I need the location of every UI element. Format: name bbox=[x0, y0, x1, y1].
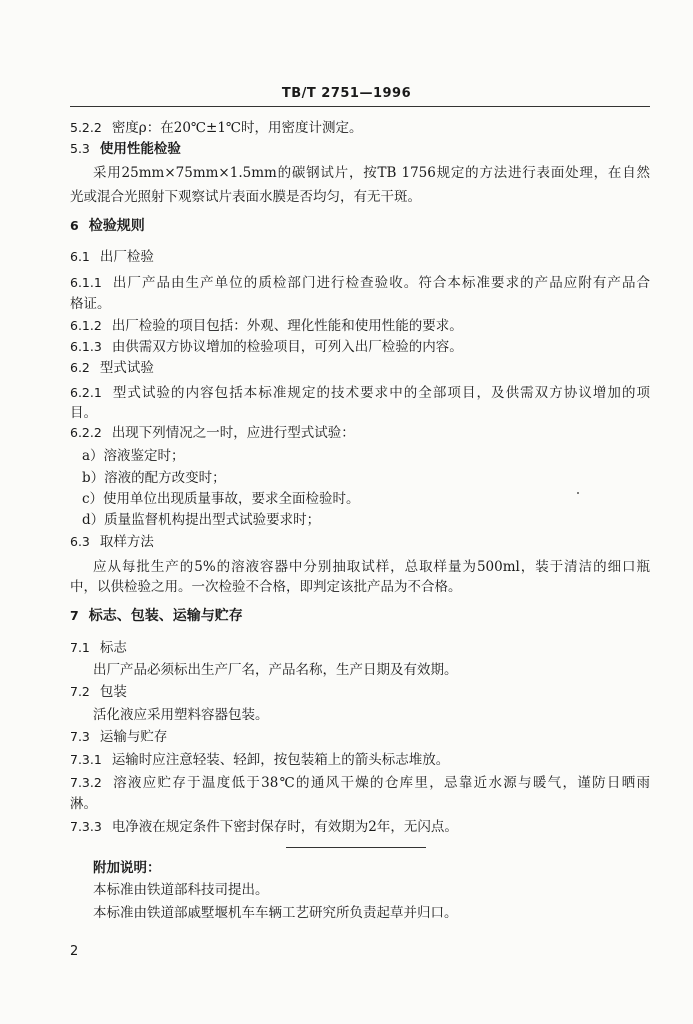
paragraph-5-3-line1: 采用25mm×75mm×1.5mm的碳钢试片，按TB 1756规定的方法进行表面处理，在自然 bbox=[93, 165, 650, 181]
clause-text: 溶液应贮存于温度低于38℃的通风干燥的仓库里，忌靠近水源与暖气，谨防日晒雨 bbox=[111, 775, 650, 791]
clause-title: 标志 bbox=[99, 640, 127, 656]
clause-6-1-1-line2: 格证。 bbox=[70, 296, 111, 312]
clause-title: 包装 bbox=[99, 684, 127, 700]
paragraph-7-2: 活化液应采用塑料容器包装。 bbox=[93, 707, 269, 723]
clause-7-3-2-line2: 淋。 bbox=[70, 796, 97, 812]
list-item-d: d）质量监督机构提出型式试验要求时； bbox=[82, 512, 321, 528]
clause-number: 6.3 bbox=[70, 534, 90, 549]
clause-number: 7.3.3 bbox=[70, 819, 102, 834]
clause-6-2 bbox=[70, 358, 154, 378]
clause-number: 6.1.1 bbox=[70, 275, 102, 290]
clause-title: 出厂检验 bbox=[99, 249, 154, 265]
section-7-heading bbox=[70, 606, 243, 626]
clause-number: 5.2.2 bbox=[70, 120, 102, 135]
clause-5-3 bbox=[70, 139, 181, 159]
note-title: 附加说明： bbox=[93, 860, 161, 876]
list-item-c: c）使用单位出现质量事故，要求全面检验时。 bbox=[82, 491, 360, 507]
note-line-2: 本标准由铁道部戚墅堰机车车辆工艺研究所负责起草并归口。 bbox=[93, 905, 458, 921]
clause-number: 7.3.2 bbox=[70, 775, 102, 790]
clause-7-3-1 bbox=[70, 750, 449, 770]
scan-speck bbox=[577, 492, 579, 494]
header-rule bbox=[70, 106, 650, 107]
paragraph-7-1: 出厂产品必须标出生产厂名，产品名称，生产日期及有效期。 bbox=[93, 662, 458, 678]
clause-7-2 bbox=[70, 682, 127, 702]
clause-number: 7.2 bbox=[70, 684, 90, 699]
clause-6-1-1-line1 bbox=[70, 273, 650, 293]
clause-number: 6.1.2 bbox=[70, 318, 102, 333]
clause-number: 5.3 bbox=[70, 141, 90, 156]
clause-6-2-1-line2: 目。 bbox=[70, 405, 97, 421]
note-line-1: 本标准由铁道部科技司提出。 bbox=[93, 882, 269, 898]
paragraph-6-3-line1: 应从每批生产的5%的溶液容器中分别抽取试样，总取样量为500ml，装于清洁的细口瓶 bbox=[93, 559, 650, 575]
clause-text: 出厂产品由生产单位的质检部门进行检查验收。符合本标准要求的产品应附有产品合 bbox=[111, 275, 650, 291]
clause-number: 6.2.1 bbox=[70, 385, 102, 400]
clause-text: 电净液在规定条件下密封保存时，有效期为2年，无闪点。 bbox=[111, 819, 458, 835]
page-number: 2 bbox=[70, 944, 79, 959]
section-title: 检验规则 bbox=[88, 218, 145, 234]
section-6-heading bbox=[70, 216, 145, 236]
clause-7-3-2-line1 bbox=[70, 773, 650, 793]
list-item-a: a）溶液鉴定时； bbox=[82, 448, 185, 464]
paragraph-6-3-line2: 中，以供检验之用。一次检验不合格，即判定该批产品为不合格。 bbox=[70, 579, 462, 595]
clause-6-3 bbox=[70, 532, 154, 552]
clause-7-3-3 bbox=[70, 817, 458, 837]
clause-7-1 bbox=[70, 638, 127, 658]
clause-number: 6.1 bbox=[70, 249, 90, 264]
clause-number: 7.1 bbox=[70, 640, 90, 655]
clause-6-1 bbox=[70, 247, 154, 267]
clause-text: 型式试验的内容包括本标准规定的技术要求中的全部项目，及供需双方协议增加的项 bbox=[111, 385, 650, 401]
clause-title: 型式试验 bbox=[99, 360, 154, 376]
clause-number: 6.2 bbox=[70, 360, 90, 375]
clause-6-1-3 bbox=[70, 337, 463, 357]
section-number: 7 bbox=[70, 608, 79, 623]
paragraph-5-3-line2: 光或混合光照射下观察试片表面水膜是否均匀，有无干斑。 bbox=[70, 189, 421, 205]
clause-6-1-2 bbox=[70, 316, 463, 336]
section-number: 6 bbox=[70, 218, 79, 233]
clause-number: 7.3.1 bbox=[70, 752, 102, 767]
clause-title: 使用性能检验 bbox=[99, 141, 181, 157]
clause-6-2-2 bbox=[70, 423, 355, 443]
clause-text: 出厂检验的项目包括：外观、理化性能和使用性能的要求。 bbox=[111, 318, 463, 334]
clause-title: 运输与贮存 bbox=[99, 729, 168, 745]
clause-6-2-1-line1 bbox=[70, 383, 650, 403]
clause-text: 由供需双方协议增加的检验项目，可列入出厂检验的内容。 bbox=[111, 339, 463, 355]
end-divider bbox=[286, 847, 426, 848]
clause-number: 6.1.3 bbox=[70, 339, 102, 354]
clause-title: 取样方法 bbox=[99, 534, 154, 550]
standard-code-header: TB/T 2751—1996 bbox=[281, 86, 412, 101]
list-item-b: b）溶液的配方改变时； bbox=[82, 470, 226, 486]
section-title: 标志、包装、运输与贮存 bbox=[88, 608, 243, 624]
clause-text: 密度ρ：在20℃±1℃时，用密度计测定。 bbox=[111, 120, 363, 136]
clause-text: 运输时应注意轻装、轻卸，按包装箱上的箭头标志堆放。 bbox=[111, 752, 450, 768]
clause-number: 6.2.2 bbox=[70, 425, 102, 440]
clause-number: 7.3 bbox=[70, 729, 90, 744]
clause-7-3 bbox=[70, 727, 167, 747]
clause-5-2-2 bbox=[70, 118, 363, 138]
clause-text: 出现下列情况之一时，应进行型式试验： bbox=[111, 425, 355, 441]
